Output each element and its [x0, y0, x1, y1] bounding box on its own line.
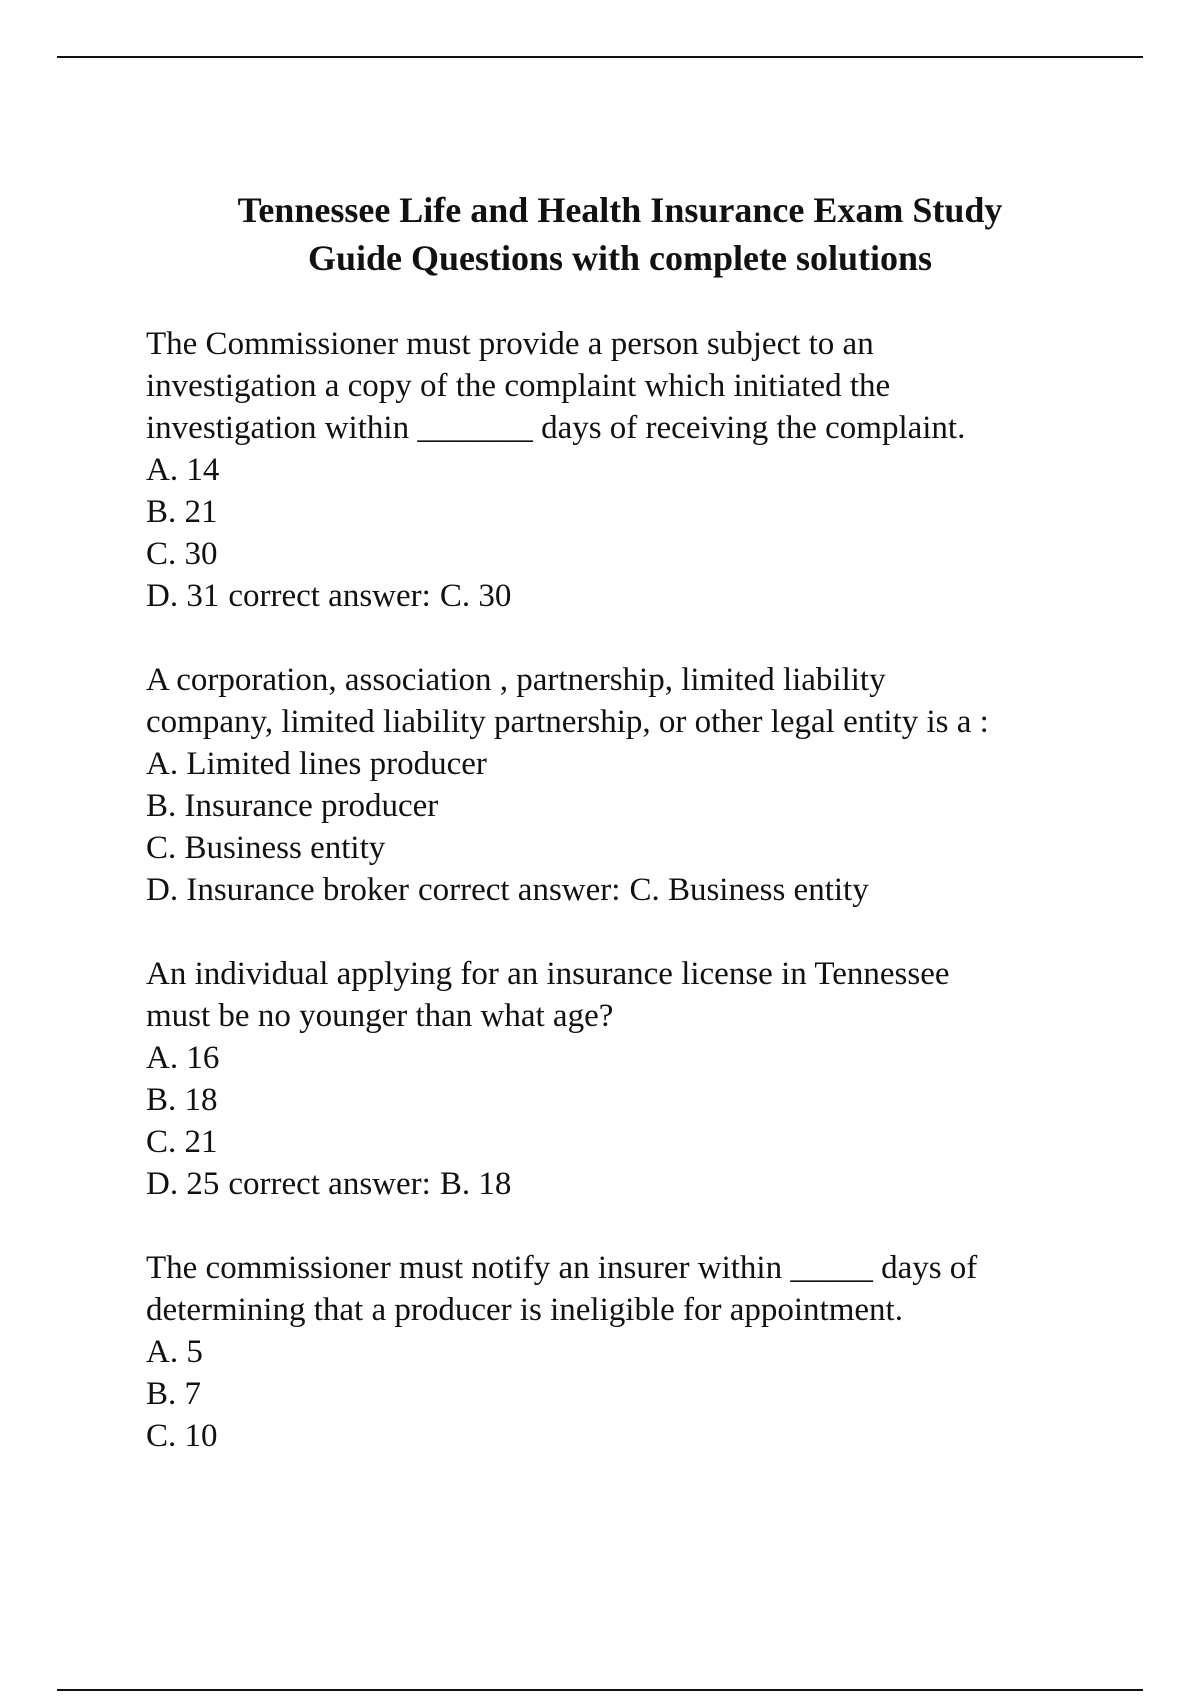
- question-3-answer-label: correct answer:: [228, 1166, 431, 1202]
- question-1-answer-label: correct answer:: [228, 578, 431, 614]
- question-1-answer: C. 30: [439, 578, 512, 614]
- question-3-option-d-row: [146, 1163, 1156, 1205]
- question-3-option-a: A. 16: [146, 1040, 220, 1076]
- question-4: [146, 1247, 1156, 1457]
- question-2-stem-line-2: company, limited liability partnership, or other legal entity is a :: [146, 704, 989, 740]
- question-2-option-a: A. Limited lines producer: [146, 746, 487, 782]
- question-2-option-d-row: [146, 869, 1156, 911]
- question-4-option-a: A. 5: [146, 1334, 203, 1370]
- footer-rule: [57, 1689, 1143, 1691]
- title-line-2: Guide Questions with complete solutions: [307, 238, 933, 278]
- question-1-stem-line-2: investigation a copy of the complaint which initiated the: [146, 368, 891, 404]
- question-4-stem-line-2: determining that a producer is ineligible for appointment.: [146, 1292, 903, 1328]
- question-1-option-d-row: [146, 575, 1156, 617]
- question-2-answer-label: correct answer:: [417, 872, 621, 908]
- question-2: [146, 659, 1156, 911]
- question-3-option-c: C. 21: [146, 1124, 218, 1160]
- question-1-stem-line-3: investigation within _______ days of receiving the complaint.: [146, 410, 966, 446]
- question-2-option-b: B. Insurance producer: [146, 788, 439, 824]
- question-2-option-d: D. Insurance broker: [146, 872, 409, 908]
- question-4-stem-line-1: The commissioner must notify an insurer within _____ days of: [146, 1250, 978, 1286]
- header-rule: [57, 56, 1143, 58]
- question-2-answer: C. Business entity: [629, 872, 869, 908]
- question-1-option-a: A. 14: [146, 452, 220, 488]
- title-line-1: Tennessee Life and Health Insurance Exam Study: [237, 190, 1003, 230]
- question-3: [146, 953, 1156, 1205]
- question-4-option-b: B. 7: [146, 1376, 202, 1412]
- question-2-option-c: C. Business entity: [146, 830, 386, 866]
- question-3-stem-line-1: An individual applying for an insurance license in Tennessee: [146, 956, 950, 992]
- question-3-answer: B. 18: [439, 1166, 512, 1202]
- question-1-stem-line-1: The Commissioner must provide a person subject to an: [146, 326, 874, 362]
- question-3-option-b: B. 18: [146, 1082, 218, 1118]
- document-title: [90, 186, 1150, 282]
- question-1-option-c: C. 30: [146, 536, 218, 572]
- question-1-option-d: D. 31: [146, 578, 220, 614]
- question-3-stem-line-2: must be no younger than what age?: [146, 998, 614, 1034]
- question-4-option-c: C. 10: [146, 1418, 218, 1454]
- question-1: [146, 323, 1156, 617]
- question-list: [146, 323, 1156, 1499]
- question-1-option-b: B. 21: [146, 494, 218, 530]
- question-3-option-d: D. 25: [146, 1166, 220, 1202]
- question-2-stem-line-1: A corporation, association , partnership, limited liability: [146, 662, 886, 698]
